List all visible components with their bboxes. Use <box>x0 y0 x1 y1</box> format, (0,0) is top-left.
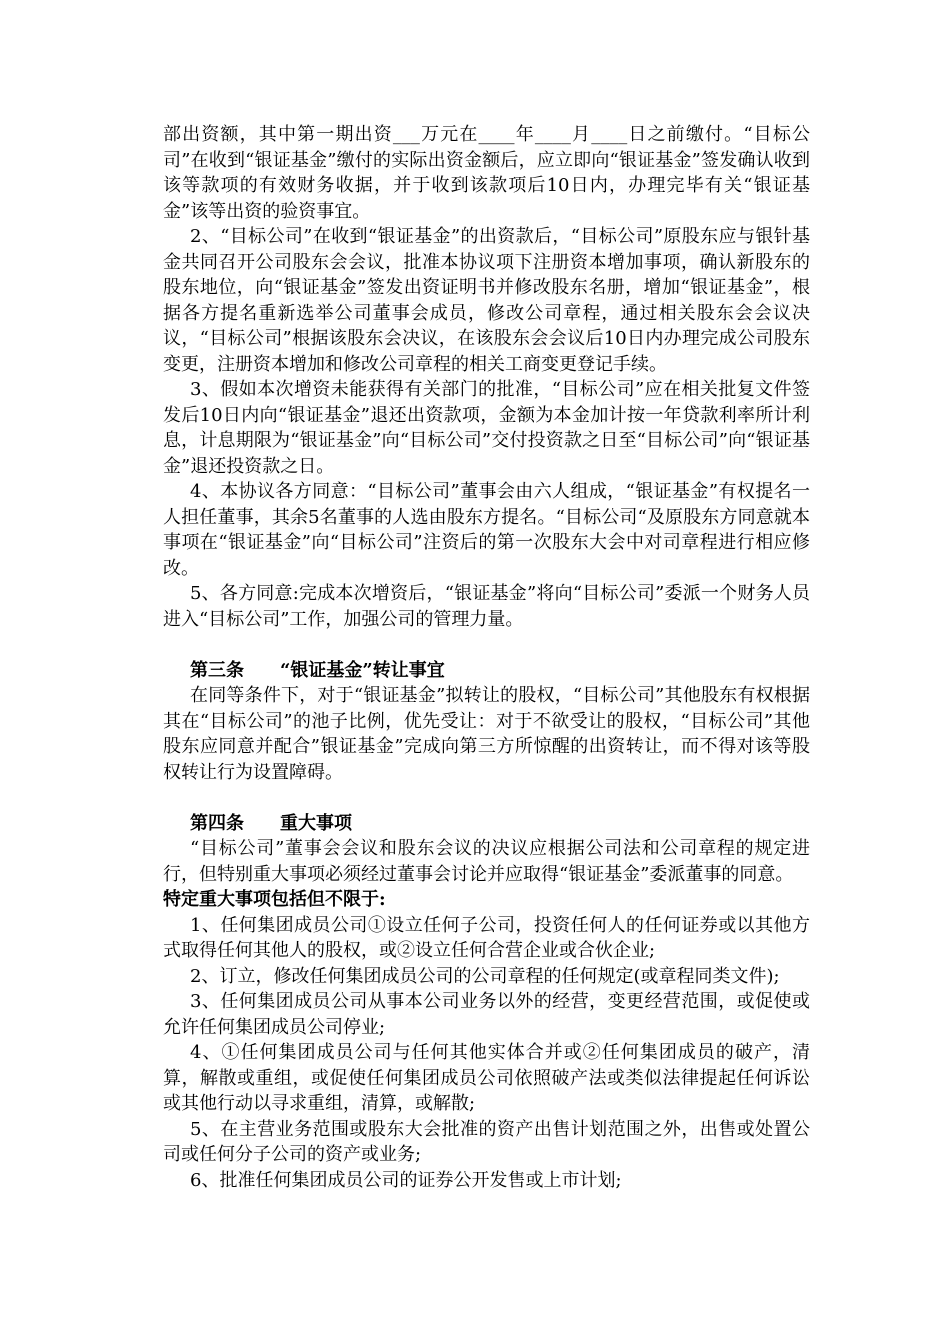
paragraph-item-3: 3、假如本次增资未能获得有关部门的批准，“目标公司”应在相关批复文件签发后10日内向“银证基金”退还出资款项，金额为本金加计按一年贷款利率所计利息，计息期限为“银证基金”向“目标公司”交付投资款之日至“目标公司”向“银证基金”退还投资款之日。 <box>163 379 810 477</box>
article-4-title: 重大事项 <box>280 812 352 834</box>
paragraph-item-2: 2、“目标公司”在收到“银证基金”的出资款后，“目标公司”原股东应与银针基金共同召开公司股东会会议，批准本协议项下注册资本增加事项，确认新股东的股东地位，向“银证基金”签发出资证明书并修改股东名册，增加“银证基金”，根据各方提名重新选举公司董事会成员，修改公司章程，通过相关股东会会议决议，“目标公司”根据该股东会决议，在该股东会会议后10日内办理完成公司股东变更，注册资本增加和修改公司章程的相关工商变更登记手续。 <box>163 226 810 375</box>
major-matter-item-3: 3、任何集团成员公司从事本公司业务以外的经营，变更经营范围，或促使或允许任何集团成员公司停业; <box>163 991 810 1038</box>
article-4-number: 第四条 <box>190 812 244 834</box>
paragraph-item-4: 4、本协议各方同意：“目标公司”董事会由六人组成，“银证基金”有权提名一人担任董事，其余5名董事的人选由股东方提名。“目标公司“及原股东方同意就本事项在“银证基金”向“目标公司”注资后的第一次股东大会中对司章程进行相应修改。 <box>163 481 810 579</box>
article-3-body: 在同等条件下，对于“银证基金”拟转让的股权，“目标公司”其他股东有权根据其在“目标公司”的池子比例，优先受让：对于不欲受让的股权，“目标公司”其他股东应同意并配合”银证基金”完成向第三方所惊醒的出资转让，而不得对该等股权转让行为设置障碍。 <box>163 685 810 783</box>
document-body <box>163 122 810 1193</box>
paragraph-capital-contribution: 部出资额，其中第一期出资___万元在____年____月____日之前缴付。“目标公司”在收到“银证基金”缴付的实际出资金额后，应立即向“银证基金”签发确认收到该等款项的有效财务收据，并于收到该款项后10日内，办理完毕有关“银证基金”该等出资的验资事宜。 <box>163 124 810 222</box>
major-matter-item-4: 4、①任何集团成员公司与任何其他实体合并或②任何集团成员的破产，清算，解散或重组，或促使任何集团成员公司依照破产法或类似法律提起任何诉讼或其他行动以寻求重组，清算，或解散; <box>163 1042 810 1114</box>
spacer <box>163 785 810 811</box>
article-4-heading <box>163 811 810 837</box>
major-matter-item-2: 2、订立，修改任何集团成员公司的公司章程的任何规定(或章程同类文件); <box>190 965 780 987</box>
article-4-body: “目标公司”董事会会议和股东会议的决议应根据公司法和公司章程的规定进行，但特别重大事项必须经过董事会讨论并应取得“银证基金”委派董事的同意。 <box>163 838 810 885</box>
article-3-title: “银证基金”转让事宜 <box>280 659 445 681</box>
major-matter-item-1: 1、任何集团成员公司①设立任何子公司，投资任何人的任何证券或以其他方式取得任何其他人的股权，或②设立任何合营企业或合伙企业; <box>163 914 810 961</box>
paragraph-item-5: 5、各方同意:完成本次增资后，“银证基金”将向“目标公司”委派一个财务人员进入“目标公司”工作，加强公司的管理力量。 <box>163 583 810 630</box>
major-matter-item-5: 5、在主营业务范围或股东大会批准的资产出售计划范围之外，出售或处置公司或任何分子公司的资产或业务; <box>163 1118 810 1165</box>
article-3-heading <box>163 658 810 684</box>
spacer <box>163 632 810 658</box>
article-3-number: 第三条 <box>190 659 244 681</box>
major-matter-item-6: 6、批准任何集团成员公司的证券公开发售或上市计划; <box>190 1169 622 1191</box>
major-matters-heading: 特定重大事项包括但不限于: <box>163 889 386 910</box>
